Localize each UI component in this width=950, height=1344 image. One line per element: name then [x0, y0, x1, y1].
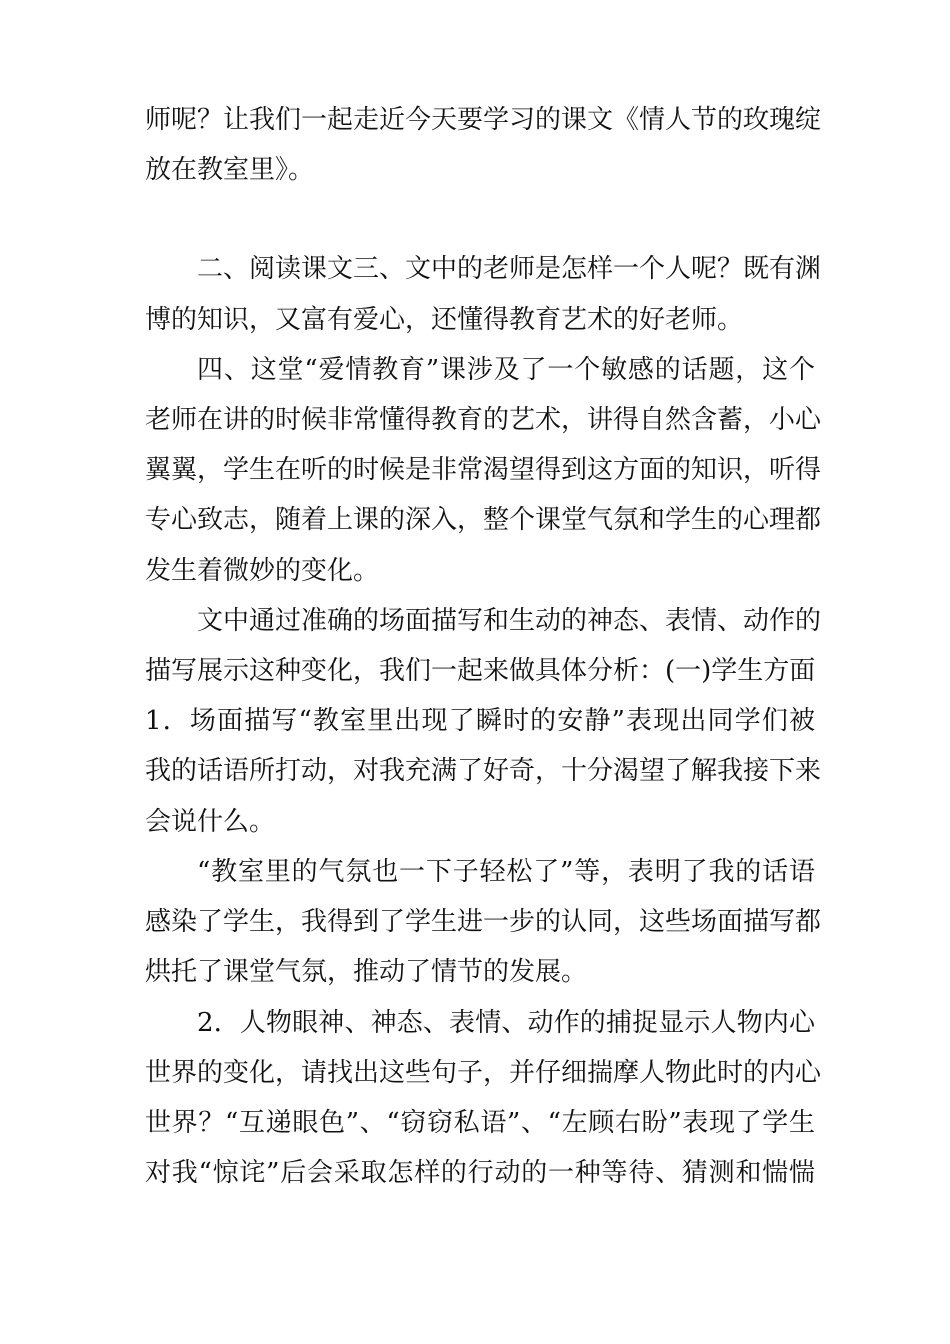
- text-line: 专心致志，随着上课的深入，整个课堂气氛和学生的心理都: [145, 505, 822, 535]
- text-line: 翼翼，学生在听的时候是非常渴望得到这方面的知识，听得: [145, 455, 822, 485]
- paragraph-start-line: 2．人物眼神、神态、表情、动作的捕捉显示人物内心: [197, 1008, 815, 1038]
- text-line: 感染了学生，我得到了学生进一步的认同，这些场面描写都: [145, 907, 822, 937]
- paragraph-start-line: 二、阅读课文三、文中的老师是怎样一个人呢？既有渊: [197, 254, 822, 284]
- paragraph-start-line: “教室里的气氛也一下子轻松了”等，表明了我的话语: [197, 857, 815, 887]
- text-line: 放在教室里》。: [145, 155, 315, 185]
- text-line: 1．场面描写“教室里出现了瞬时的安静”表现出同学们被: [145, 706, 815, 736]
- text-line: 博的知识，又富有爱心，还懂得教育艺术的好老师。: [145, 305, 744, 335]
- text-line: 世界？“互递眼色”、“窃窃私语”、“左顾右盼”表现了学生: [145, 1108, 815, 1138]
- text-line: 世界的变化，请找出这些句子，并仔细揣摩人物此时的内心: [145, 1058, 822, 1088]
- text-line: 烘托了课堂气氛，推动了情节的发展。: [145, 957, 588, 987]
- text-line: 师呢？让我们一起走近今天要学习的课文《情人节的玫瑰绽: [145, 105, 822, 135]
- text-line: 对我“惊诧”后会采取怎样的行动的一种等待、猜测和惴惴: [145, 1158, 815, 1188]
- text-line: 老师在讲的时候非常懂得教育的艺术，讲得自然含蓄，小心: [145, 405, 822, 435]
- text-line: 我的话语所打动，对我充满了好奇，十分渴望了解我接下来: [145, 756, 822, 786]
- text-line: 发生着微妙的变化。: [145, 556, 380, 586]
- paragraph-start-line: 文中通过准确的场面描写和生动的神态、表情、动作的: [197, 606, 822, 636]
- text-line: 会说什么。: [145, 807, 276, 837]
- paragraph-start-line: 四、这堂“爱情教育”课涉及了一个敏感的话题，这个: [197, 355, 815, 385]
- text-line: 描写展示这种变化，我们一起来做具体分析：(一)学生方面: [145, 656, 816, 686]
